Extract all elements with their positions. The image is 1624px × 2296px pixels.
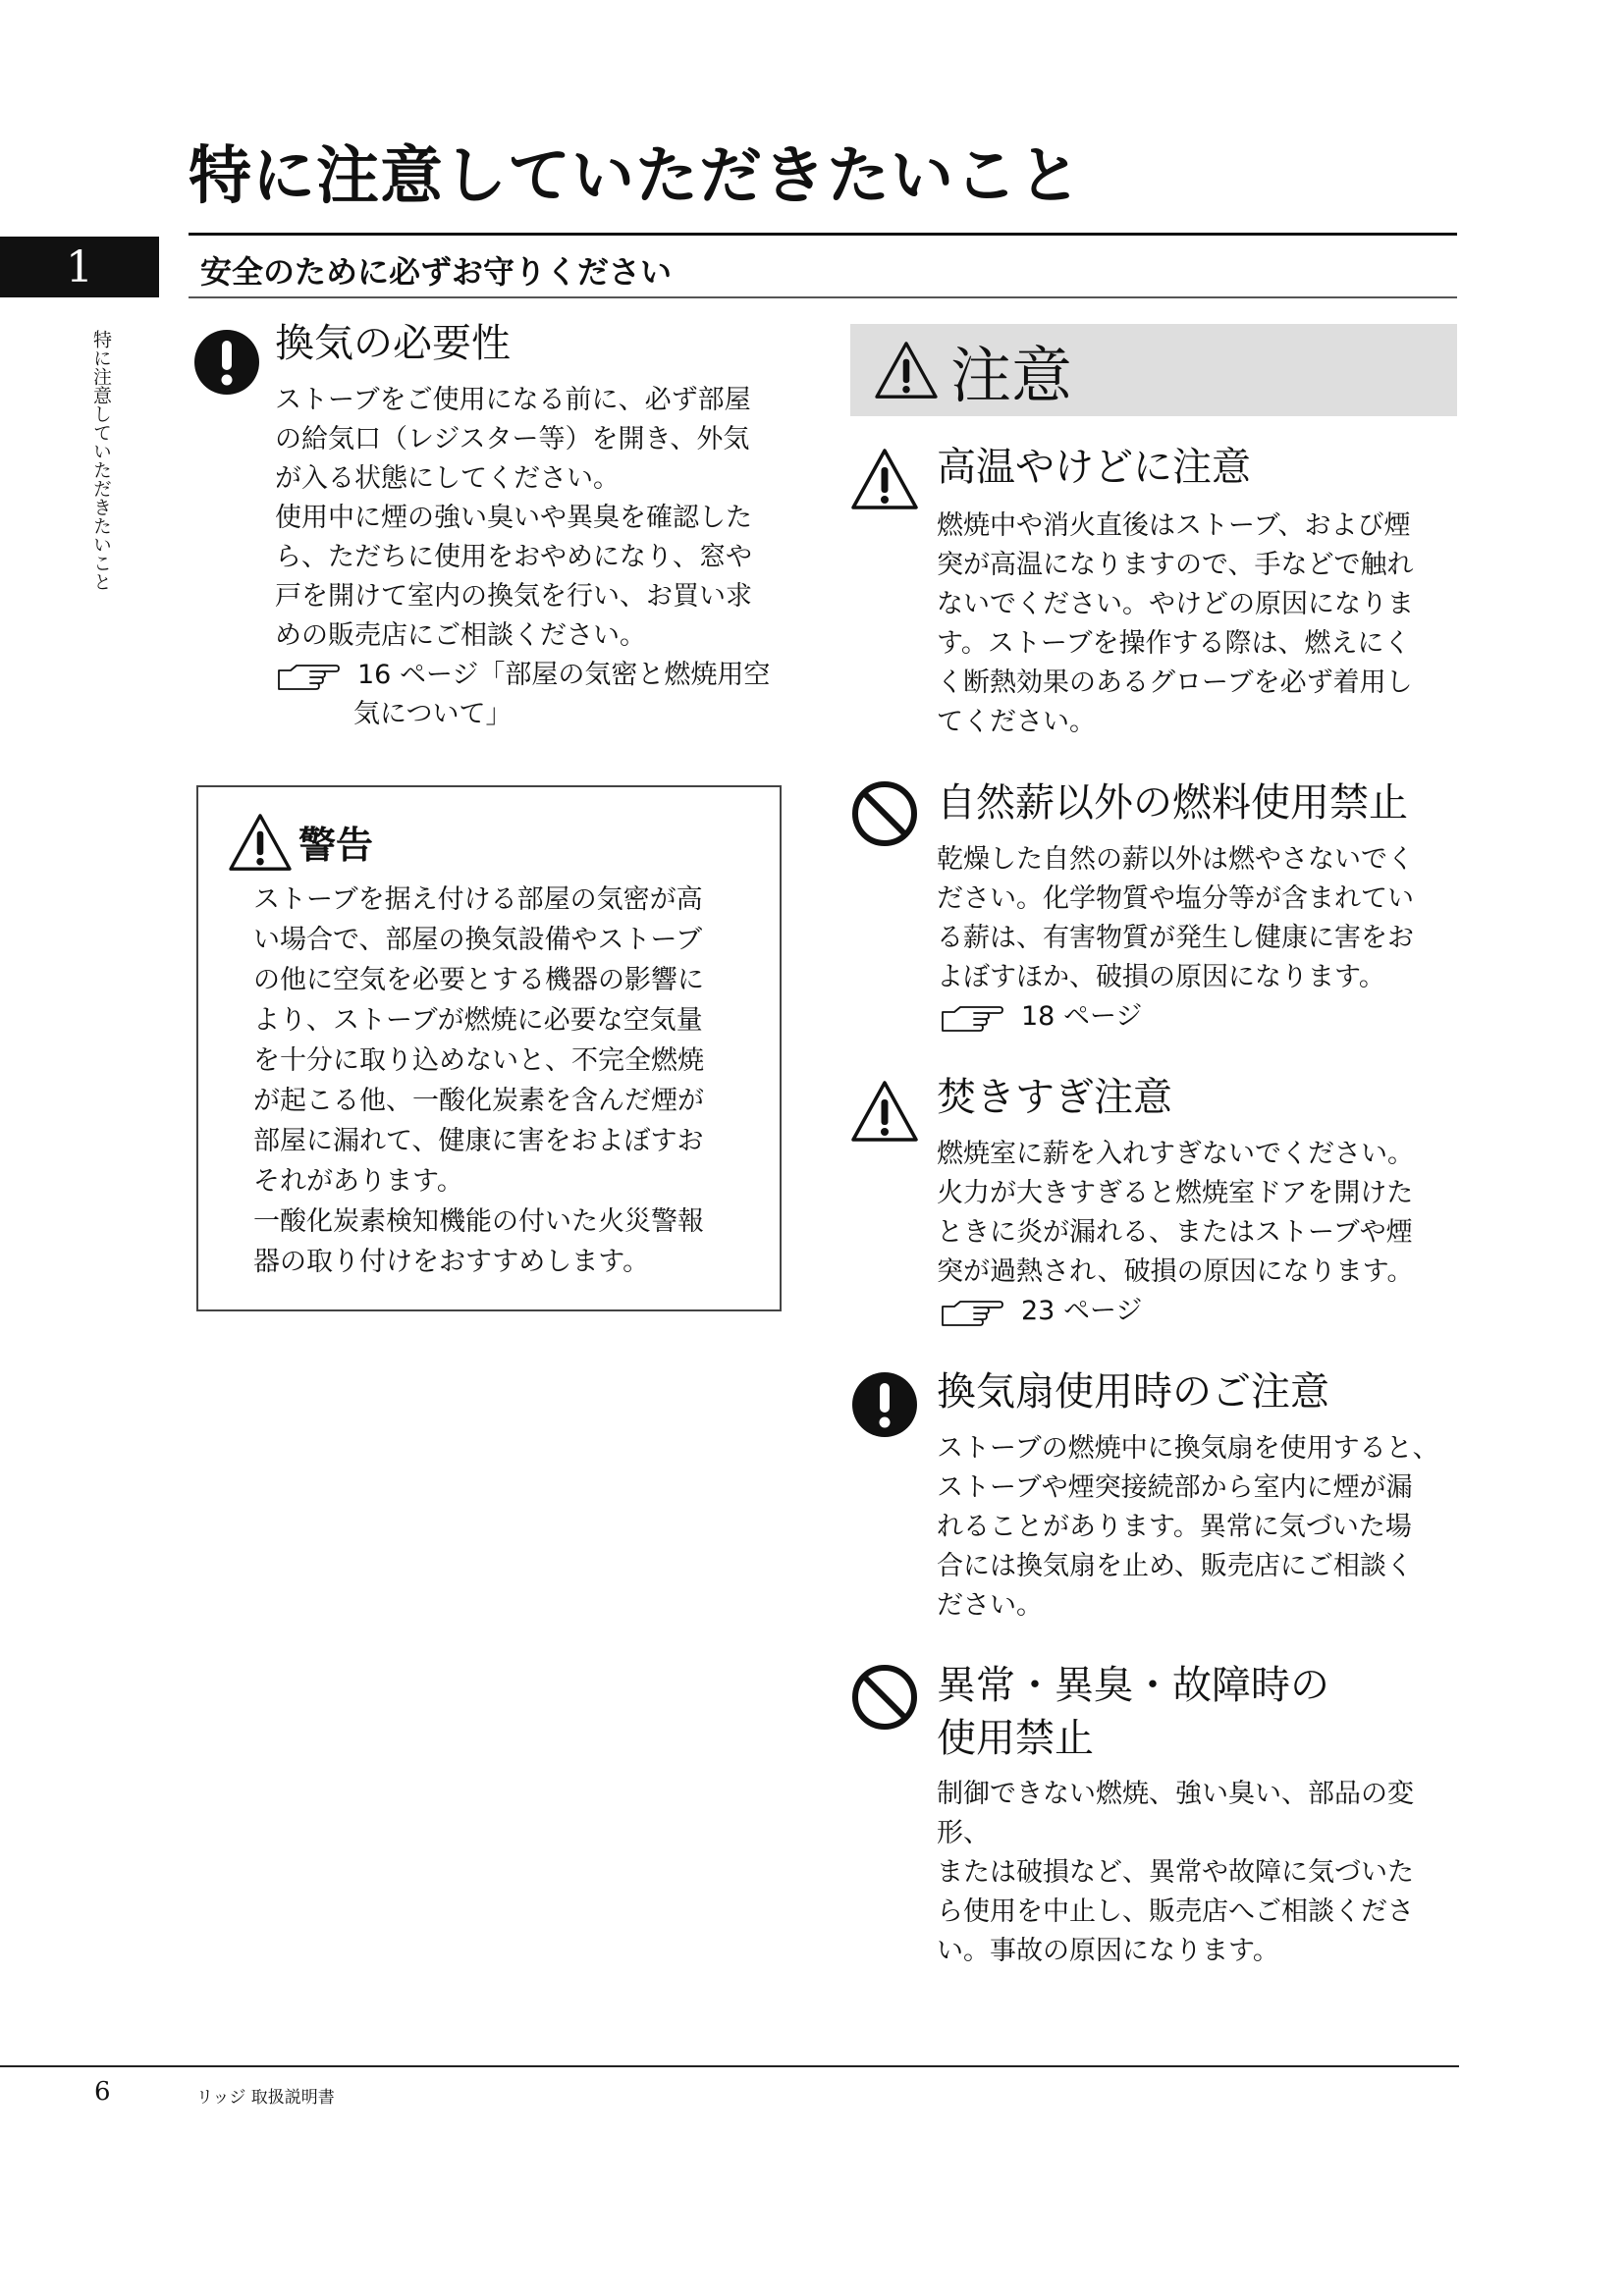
caution-triangle-icon bbox=[850, 1080, 919, 1143]
warning-body: ストーブを据え付ける部屋の気密が高 い場合で、部屋の換気設備やストーブ の他に空気を必要とする機器の影響に より、ストーブが燃焼に必要な空気量 を十分に取り込めないと、不完全燃焼 が起こる他、一酸化炭素を含んだ煙が 部屋に漏れて、健康に害をおよぼすお それがあります。 一酸化炭素検知機能の付いた火災警報 器の取り付けをおすすめします。 bbox=[253, 884, 704, 1277]
burn-caution-heading: 高温やけどに注意 bbox=[937, 445, 1251, 490]
page-title: 特に注意していただきたいこと bbox=[189, 139, 1082, 213]
warning-triangle-icon bbox=[228, 813, 293, 872]
mandatory-icon bbox=[192, 328, 261, 397]
fan-caution-heading: 換気扇使用時のご注意 bbox=[937, 1369, 1329, 1415]
fan-caution-body: ストーブの燃焼中に換気扇を使用すると、 ストーブや煙突接続部から室内に煙が漏 れることがあります。異常に気づいた場 合には換気扇を止め、販売店にご相談く ださい。 bbox=[937, 1433, 1439, 1621]
page-number: 6 bbox=[94, 2077, 111, 2107]
burn-caution-body: 燃焼中や消火直後はストーブ、および煙 突が高温になりますので、手などで触れ ないでください。やけどの原因になりま す。ストーブを操作する際は、燃えにく く断熱効果のあるグローブを必ず着用し てください。 bbox=[937, 510, 1414, 737]
pointing-hand-icon bbox=[941, 1003, 1003, 1033]
chapter-number: 1 bbox=[0, 237, 159, 297]
mandatory-icon bbox=[850, 1370, 919, 1439]
fuel-page-reference: 18 ページ bbox=[941, 997, 1142, 1037]
fuel-prohibition-body: 乾燥した自然の薪以外は燃やさないでく ださい。化学物質や塩分等が含まれてい る薪は、有害物質が発生し健康に害をお よぼすほか、破損の原因になります。 bbox=[937, 844, 1414, 992]
malfunction-prohibition-body: 制御できない燃焼、強い臭い、部品の変形、 または破損など、異常や故障に気づいた ら使用を中止し、販売店へご相談くださ い。事故の原因になります。 bbox=[937, 1779, 1414, 1966]
warning-title: 警告 bbox=[298, 824, 374, 867]
section-title: 安全のために必ずお守りください bbox=[200, 253, 673, 291]
prohibited-icon bbox=[850, 779, 919, 848]
manual-name: リッジ 取扱説明書 bbox=[196, 2088, 335, 2108]
caution-banner bbox=[850, 324, 1457, 416]
caution-triangle-icon bbox=[874, 341, 939, 400]
section-rule bbox=[189, 296, 1457, 298]
footer-rule bbox=[0, 2065, 1459, 2067]
fuel-prohibition-heading: 自然薪以外の燃料使用禁止 bbox=[937, 780, 1408, 826]
ventilation-page-reference: 16 ページ「部屋の気密と燃焼用空 気について」 bbox=[277, 656, 770, 734]
pointing-hand-icon bbox=[941, 1298, 1003, 1327]
ventilation-heading: 換気の必要性 bbox=[275, 321, 511, 366]
overfiring-body: 燃焼室に薪を入れすぎないでください。 火力が大きすぎると燃焼室ドアを開けた ときに炎が漏れる、またはストーブや煙 突が過熱され、破損の原因になります。 bbox=[937, 1139, 1414, 1287]
title-rule bbox=[189, 233, 1457, 236]
malfunction-prohibition-heading: 異常・異臭・故障時の 使用禁止 bbox=[937, 1663, 1329, 1761]
ventilation-body: ストーブをご使用になる前に、必ず部屋 の給気口（レジスター等）を開き、外気 が入る状態にしてください。 使用中に煙の強い臭いや異臭を確認した ら、ただちに使用をおやめになり、窓や 戸を開けて室内の換気を行い、お買い求 めの販売店にご相談ください。 bbox=[275, 385, 752, 651]
caution-banner-title: 注意 bbox=[950, 339, 1073, 411]
overfiring-page-reference: 23 ページ bbox=[941, 1292, 1142, 1331]
overfiring-heading: 焚きすぎ注意 bbox=[937, 1075, 1172, 1120]
pointing-hand-icon bbox=[277, 662, 340, 691]
caution-triangle-icon bbox=[850, 448, 919, 510]
side-chapter-label: 特に注意していただきたいこと bbox=[90, 330, 112, 591]
prohibited-icon bbox=[850, 1663, 919, 1732]
warning-box bbox=[196, 785, 782, 1311]
